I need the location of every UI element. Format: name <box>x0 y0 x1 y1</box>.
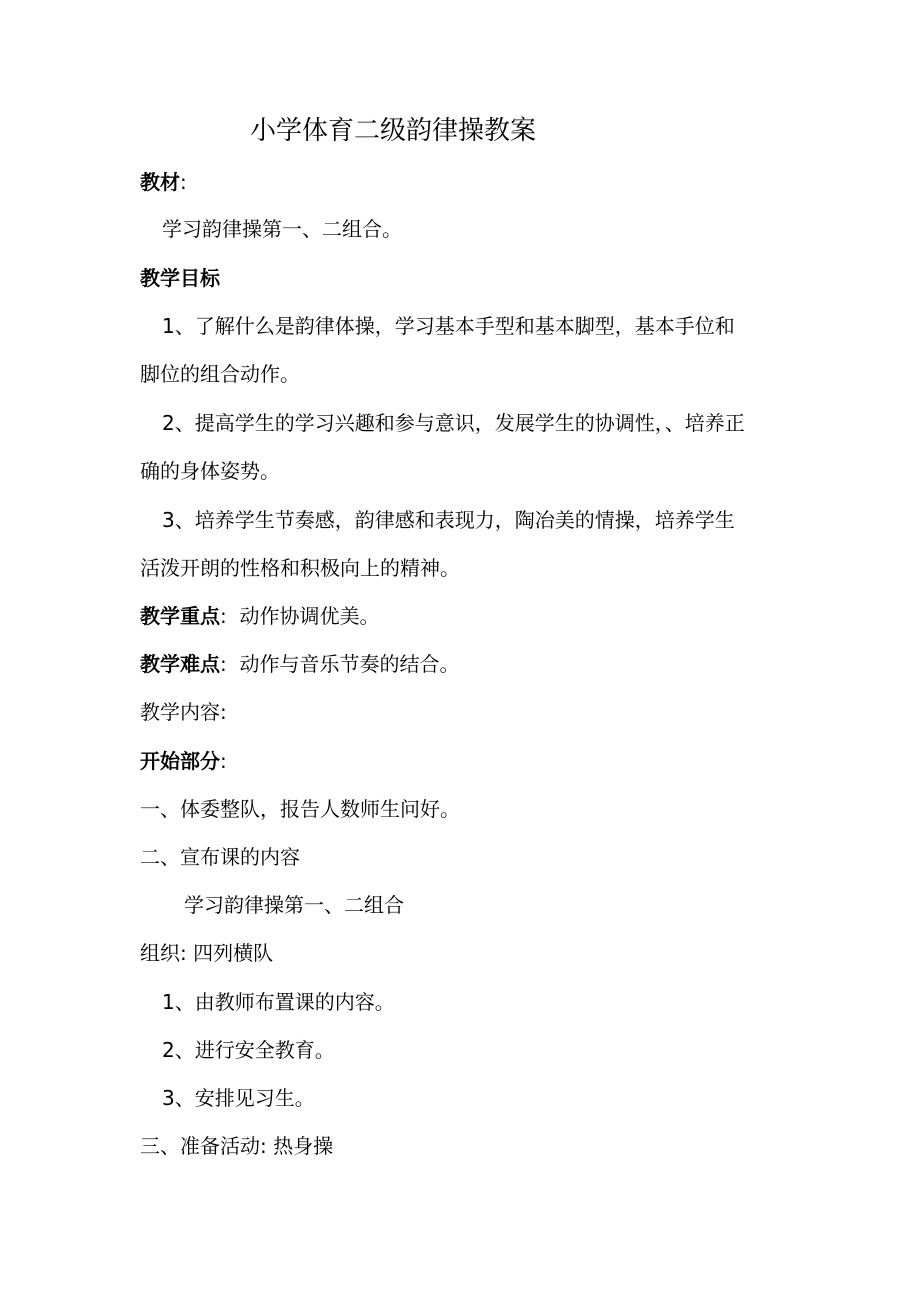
content-heading: 教学内容: <box>140 700 227 724</box>
key-point-heading: 教学重点 <box>140 604 220 628</box>
key-point-content: 动作协调优美。 <box>239 604 380 628</box>
organization-item-1: 1、由教师布置课的内容。 <box>162 990 395 1014</box>
start-section-colon: : <box>220 749 227 773</box>
difficulty-colon: : <box>220 652 227 676</box>
material-heading-line <box>140 167 187 197</box>
objective-3-line-2: 活泼开朗的性格和积极向上的精神。 <box>140 556 460 580</box>
key-point-line <box>140 601 379 631</box>
start-section-heading: 开始部分 <box>140 749 220 773</box>
objective-2-line-1: 2、提高学生的学习兴趣和参与意识，发展学生的协调性，、培养正 <box>162 411 745 435</box>
start-section-line <box>140 746 227 776</box>
difficulty-content: 动作与音乐节奏的结合。 <box>239 652 460 676</box>
document-title: 小学体育二级韵律操教案 <box>250 116 537 146</box>
step-3: 三、准备活动: 热身操 <box>140 1134 334 1158</box>
difficulty-heading: 教学难点 <box>140 652 220 676</box>
objective-1-line-2: 脚位的组合动作。 <box>140 362 300 386</box>
objective-1-line-1: 1、了解什么是韵律体操，学习基本手型和基本脚型，基本手位和 <box>162 314 735 338</box>
step-1: 一、体委整队，报告人数师生问好。 <box>140 797 460 821</box>
material-colon: : <box>180 170 187 194</box>
objective-2-line-2: 确的身体姿势。 <box>140 459 280 483</box>
step-2-detail: 学习韵律操第一、二组合 <box>184 893 404 917</box>
objectives-heading: 教学目标 <box>140 266 220 290</box>
organization-item-2: 2、进行安全教育。 <box>162 1038 335 1062</box>
difficulty-line <box>140 649 459 679</box>
key-point-colon: : <box>220 604 227 628</box>
material-content: 学习韵律操第一、二组合。 <box>162 217 402 241</box>
objective-3-line-1: 3、培养学生节奏感，韵律感和表现力，陶冶美的情操，培养学生 <box>162 508 735 532</box>
step-2: 二、宣布课的内容 <box>140 845 300 869</box>
organization-line: 组织: 四列横队 <box>140 941 274 965</box>
material-heading: 教材 <box>140 170 180 194</box>
organization-item-3: 3、安排见习生。 <box>162 1086 315 1110</box>
